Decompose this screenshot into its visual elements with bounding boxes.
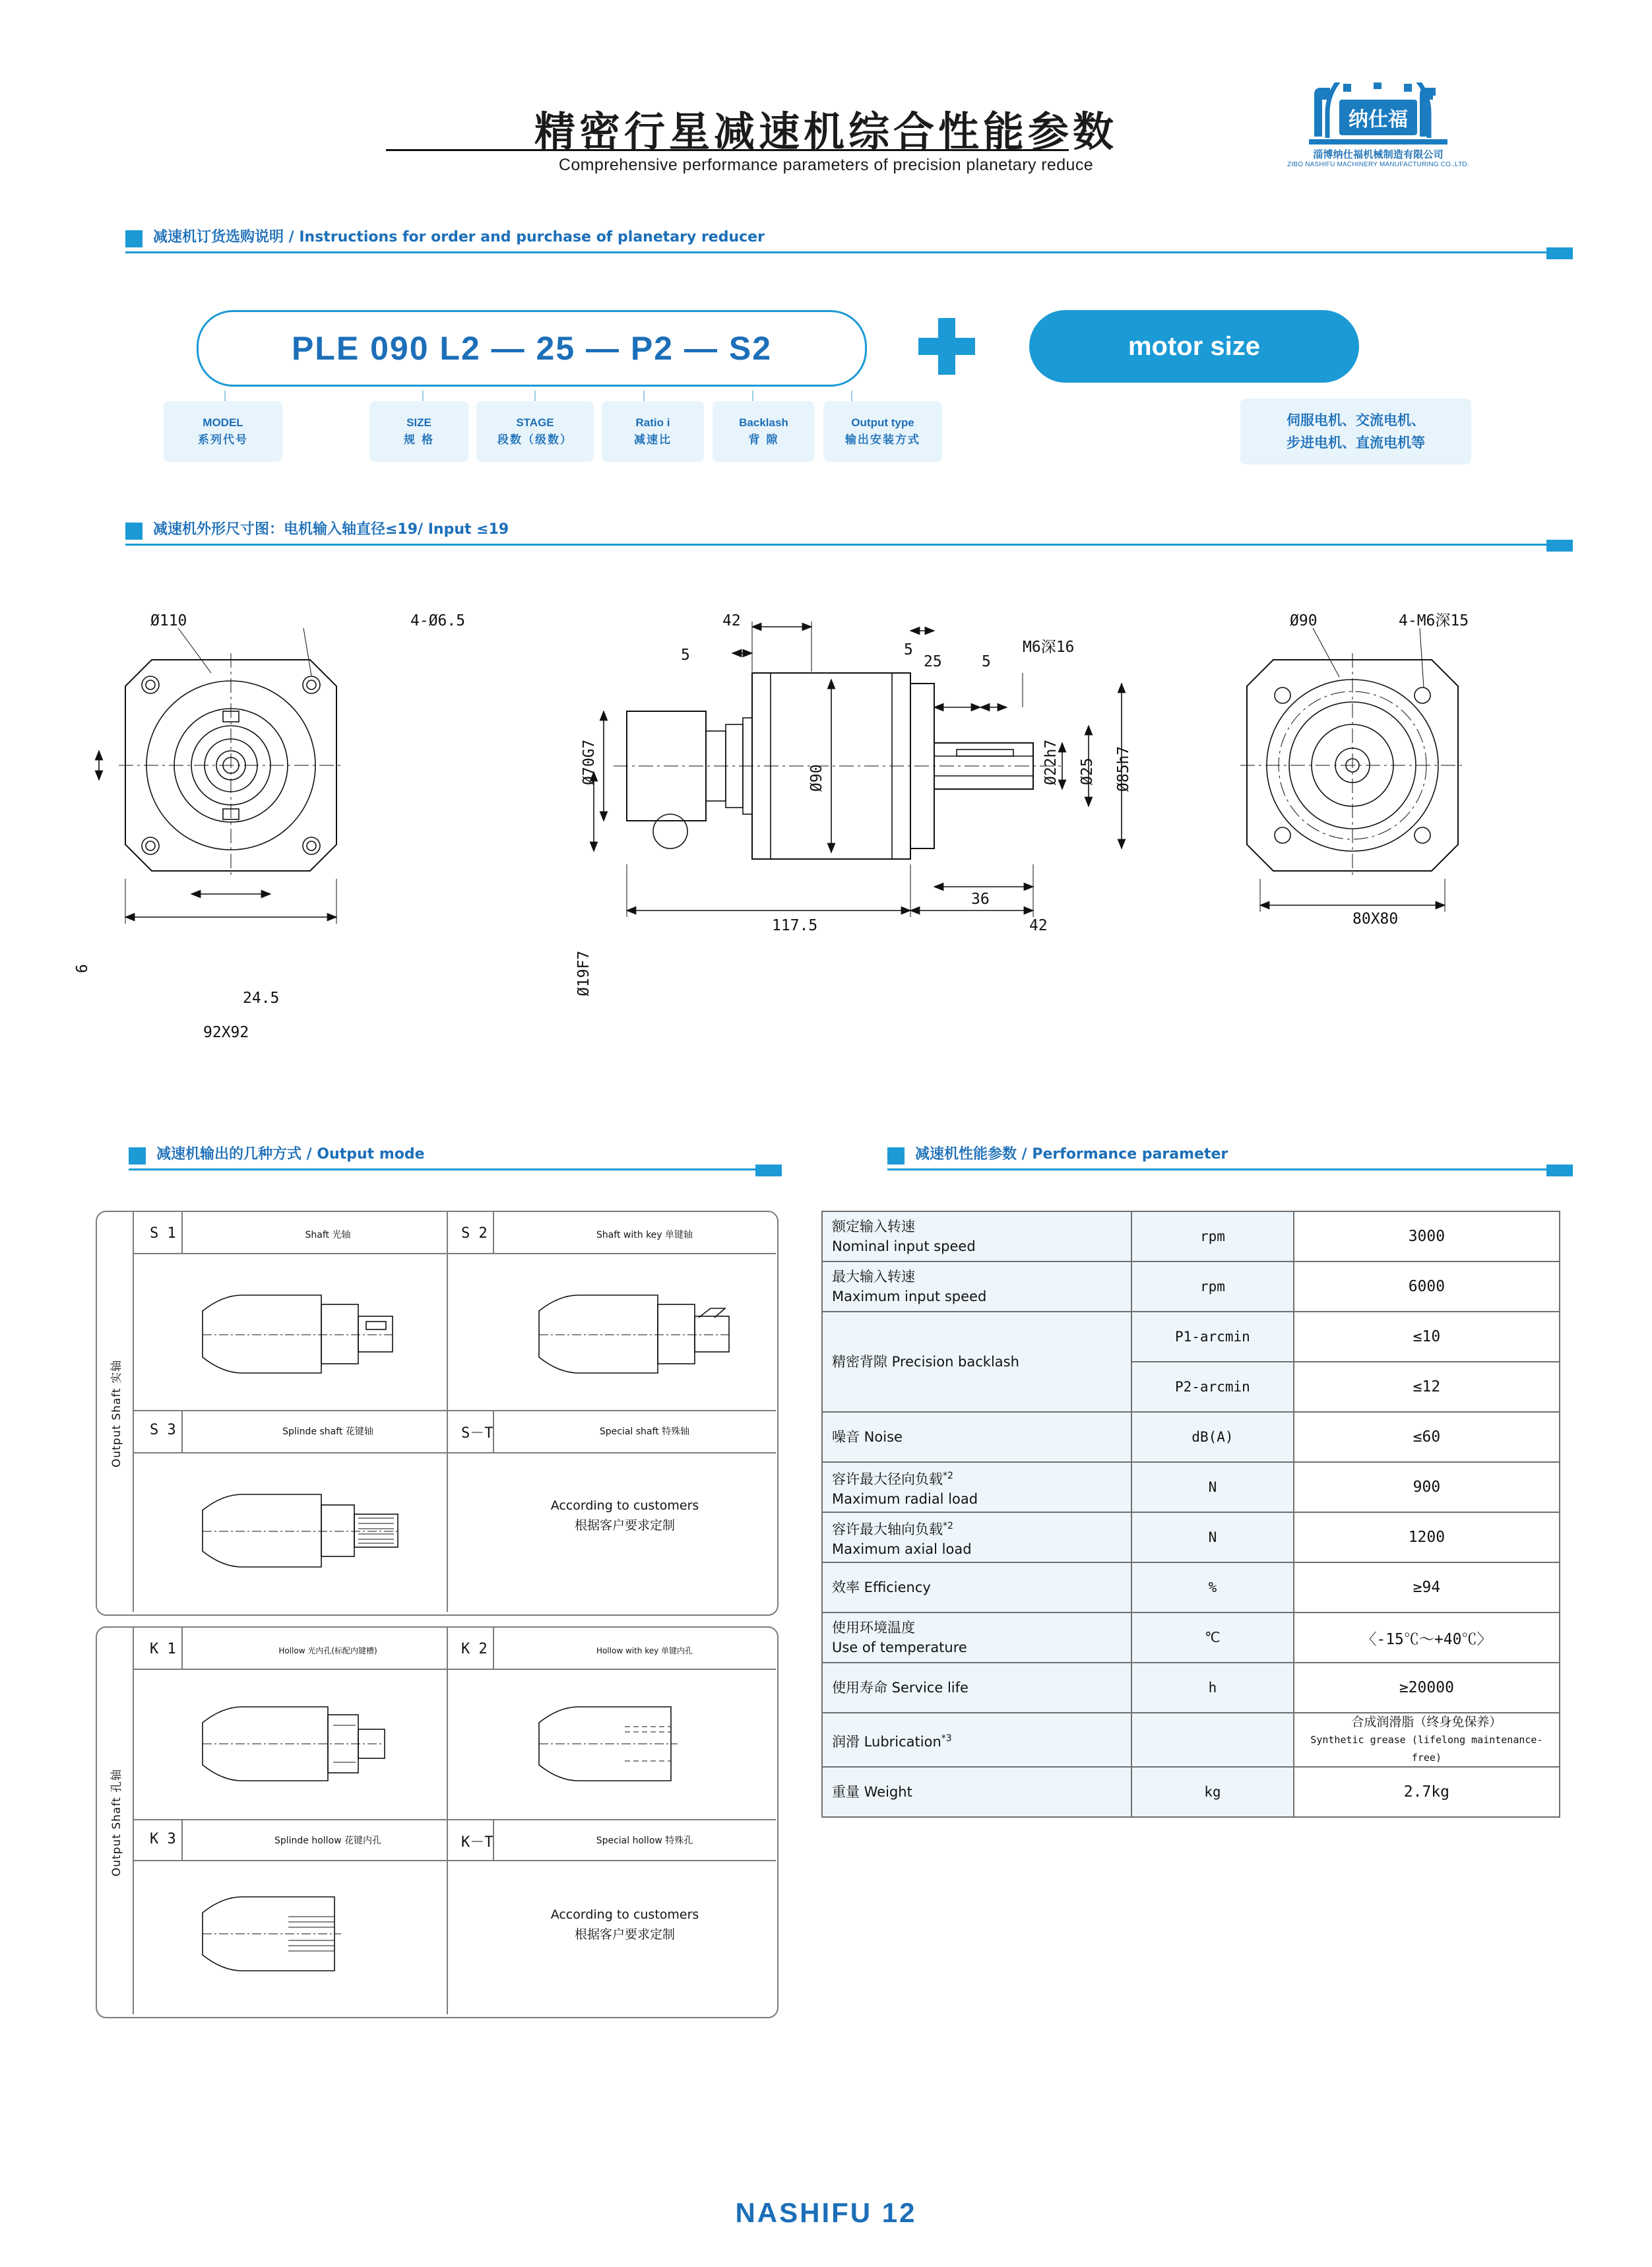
motor-type-note bbox=[1240, 399, 1471, 464]
dim-front-outer: Ø110 bbox=[150, 612, 187, 629]
dim-5-right: 5 bbox=[904, 641, 913, 658]
table-row bbox=[822, 1612, 1560, 1663]
table-row bbox=[822, 1412, 1560, 1462]
section-rule bbox=[887, 1168, 1573, 1178]
dim-24-5: 24.5 bbox=[243, 990, 280, 1007]
legend-en-3: Ratio i bbox=[635, 416, 670, 429]
company-logo bbox=[1236, 79, 1520, 172]
table-row bbox=[822, 1211, 1560, 1261]
perf-name-8: 使用环境温度 Use of temperature bbox=[822, 1612, 1131, 1663]
dimension-drawing bbox=[73, 594, 1583, 1082]
perf-unit-7: % bbox=[1131, 1562, 1294, 1612]
perf-unit-6: N bbox=[1131, 1512, 1294, 1562]
output-mode-hollow-shaft bbox=[96, 1626, 778, 2018]
legend-en-0: MODEL bbox=[203, 416, 243, 429]
section-rule bbox=[125, 544, 1573, 554]
motor-note-line2: 步进电机、直流电机等 bbox=[1287, 435, 1425, 451]
legend-cn-5: 输出安装方式 bbox=[845, 433, 920, 447]
perf-value-2: ≤10 bbox=[1294, 1312, 1560, 1362]
dim-42-bottom: 42 bbox=[1029, 917, 1048, 934]
legend-cn-1: 规 格 bbox=[404, 433, 434, 447]
perf-unit-1: rpm bbox=[1131, 1261, 1294, 1312]
legend-cn-2: 段数（级数） bbox=[497, 433, 573, 447]
dim-5-left: 5 bbox=[681, 647, 690, 664]
dim-square-92: 92X92 bbox=[203, 1024, 249, 1041]
legend-item-model bbox=[164, 401, 282, 462]
section-marker-icon bbox=[125, 523, 143, 540]
table-row bbox=[822, 1462, 1560, 1512]
dim-rear-holes: 4-M6深15 bbox=[1399, 612, 1469, 629]
perf-value-6: 1200 bbox=[1294, 1512, 1560, 1562]
legend-item-stage bbox=[476, 401, 594, 462]
perf-unit-2: P1-arcmin bbox=[1131, 1312, 1294, 1362]
section-header-order bbox=[125, 228, 1573, 258]
dim-36: 36 bbox=[971, 891, 990, 908]
motor-size-pill: motor size bbox=[1029, 310, 1359, 383]
perf-name-11: 重量 Weight bbox=[822, 1767, 1131, 1817]
table-row bbox=[822, 1767, 1560, 1817]
perf-name-6: 容许最大轴向负载$^{*2}$ Maximum axial load bbox=[822, 1512, 1131, 1562]
perf-value-11: 2.7kg bbox=[1294, 1767, 1560, 1817]
section-rule-cap bbox=[1546, 540, 1573, 552]
dim-body-dia: Ø90 bbox=[808, 764, 825, 792]
output-mode-solid-shaft bbox=[96, 1211, 778, 1616]
dim-rear-dia: Ø90 bbox=[1290, 612, 1318, 629]
perf-name-5: 容许最大径向负载$^{*2}$ Maximum radial load bbox=[822, 1462, 1131, 1512]
perf-value-1: 6000 bbox=[1294, 1261, 1560, 1312]
logo-company-cn: 淄博纳仕福机械制造有限公司 bbox=[1313, 148, 1444, 160]
perf-name-4: 噪音 Noise bbox=[822, 1412, 1131, 1462]
output-code-k2: K 2 bbox=[461, 1641, 488, 1657]
page-title-en: Comprehensive performance parameters of precision planetary reduce bbox=[558, 156, 1094, 174]
section-title-dimensions: 减速机外形尺寸图：电机输入轴直径≤19/ Input ≤19 bbox=[153, 521, 509, 538]
section-marker-icon bbox=[129, 1147, 146, 1165]
dim-key-note: M6深16 bbox=[1023, 639, 1075, 656]
perf-name-0: 额定输入转速 Nominal input speed bbox=[822, 1211, 1131, 1261]
section-rule-cap bbox=[755, 1165, 782, 1176]
page-title-cn: 精密行星减速机综合性能参数 bbox=[534, 108, 1118, 156]
shaft-illustration-k1 bbox=[189, 1688, 414, 1807]
section-rule bbox=[129, 1168, 782, 1178]
output-code-st: S－T bbox=[461, 1425, 493, 1442]
shaft-illustration-s3 bbox=[189, 1476, 414, 1595]
legend-en-4: Backlash bbox=[739, 416, 788, 429]
output-code-s1: S 1 bbox=[150, 1225, 176, 1242]
perf-name-9: 使用寿命 Service life bbox=[822, 1663, 1131, 1713]
section-title-performance: 减速机性能参数 / Performance parameter bbox=[915, 1146, 1228, 1163]
output-code-k1: K 1 bbox=[150, 1641, 176, 1657]
dim-117-5: 117.5 bbox=[772, 917, 818, 934]
order-code-pill: PLE 090 L2 — 25 — P2 — S2 bbox=[197, 310, 867, 387]
perf-unit-8: ℃ bbox=[1131, 1612, 1294, 1663]
shaft-illustration-s2 bbox=[526, 1271, 750, 1397]
output-label-s3: Splinde shaft 花键轴 bbox=[282, 1426, 373, 1437]
table-row bbox=[822, 1713, 1560, 1767]
legend-cn-0: 系列代号 bbox=[198, 433, 248, 447]
output-label-k2: Hollow with key 单键内孔 bbox=[596, 1646, 693, 1655]
custom-note-solid bbox=[506, 1496, 744, 1535]
output-shaft-hollow-label: Output Shaft 孔轴 bbox=[110, 1768, 124, 1876]
perf-value-4: ≤60 bbox=[1294, 1412, 1560, 1462]
custom-note-en: According to customers bbox=[550, 1498, 699, 1513]
dim-shaft-25: Ø25 bbox=[1079, 757, 1096, 785]
dim-5: 5 bbox=[982, 653, 991, 670]
dim-42-top: 42 bbox=[722, 612, 741, 629]
output-label-s1: Shaft 光轴 bbox=[305, 1230, 351, 1240]
section-rule-cap bbox=[1546, 1165, 1573, 1176]
legend-cn-3: 减速比 bbox=[634, 433, 672, 447]
table-row bbox=[822, 1512, 1560, 1562]
output-label-k3: Splinde hollow 花键内孔 bbox=[274, 1836, 382, 1846]
table-row bbox=[822, 1261, 1560, 1312]
legend-item-backlash bbox=[713, 401, 815, 462]
section-title-output: 减速机输出的几种方式 / Output mode bbox=[156, 1146, 425, 1163]
output-mode-tables bbox=[96, 1211, 778, 2029]
dim-25: 25 bbox=[924, 653, 942, 670]
dim-flange-85: Ø85h7 bbox=[1115, 746, 1132, 792]
section-marker-icon bbox=[125, 230, 143, 247]
logo-company-en: ZIBO NASHIFU MACHINERY MANUFACTURING CO.,LTD. bbox=[1287, 161, 1469, 168]
perf-unit-5: N bbox=[1131, 1462, 1294, 1512]
legend-en-5: Output type bbox=[851, 416, 914, 429]
legend-item-size bbox=[369, 401, 468, 462]
shaft-illustration-k2 bbox=[526, 1688, 750, 1807]
perf-name-2: 精密背隙 Precision backlash bbox=[822, 1312, 1131, 1412]
table-row bbox=[822, 1663, 1560, 1713]
perf-unit-3: P2-arcmin bbox=[1131, 1362, 1294, 1412]
legend-item-ratio bbox=[602, 401, 704, 462]
output-label-s2: Shaft with key 单键轴 bbox=[596, 1230, 693, 1240]
dim-square-80: 80X80 bbox=[1352, 910, 1399, 928]
perf-unit-4: dB(A) bbox=[1131, 1412, 1294, 1462]
output-code-s2: S 2 bbox=[461, 1225, 488, 1242]
section-rule bbox=[125, 251, 1573, 261]
perf-value-8: 〈-15℃～+40℃〉 bbox=[1294, 1612, 1560, 1663]
shaft-illustration-s1 bbox=[189, 1271, 414, 1397]
gear-icon bbox=[1296, 82, 1461, 146]
legend-item-output bbox=[823, 401, 942, 462]
legend-en-1: SIZE bbox=[406, 416, 431, 429]
plus-icon bbox=[918, 318, 975, 375]
perf-unit-0: rpm bbox=[1131, 1211, 1294, 1261]
perf-name-7: 效率 Efficiency bbox=[822, 1562, 1131, 1612]
section-header-performance bbox=[887, 1145, 1573, 1175]
dim-pilot: Ø70G7 bbox=[581, 739, 598, 785]
custom-note-hollow bbox=[506, 1905, 744, 1944]
table-row bbox=[822, 1562, 1560, 1612]
perf-value-3: ≤12 bbox=[1294, 1362, 1560, 1412]
custom-note-cn-2: 根据客户要求定制 bbox=[574, 1927, 675, 1942]
output-label-kt: Special hollow 特殊孔 bbox=[596, 1836, 693, 1846]
legend-en-2: STAGE bbox=[516, 416, 554, 429]
output-label-st: Special shaft 特殊轴 bbox=[599, 1426, 690, 1437]
dim-front-holes: 4-Ø6.5 bbox=[410, 612, 466, 629]
dim-input-bore: Ø19F7 bbox=[575, 950, 592, 996]
shaft-illustration-k3 bbox=[189, 1878, 414, 1997]
perf-value-9: ≥20000 bbox=[1294, 1663, 1560, 1713]
output-shaft-solid-label: Output Shaft 实轴 bbox=[110, 1359, 124, 1467]
output-code-s3: S 3 bbox=[150, 1422, 176, 1438]
section-rule-cap bbox=[1546, 247, 1573, 259]
perf-value-0: 3000 bbox=[1294, 1211, 1560, 1261]
page-footer: NASHIFU 12 bbox=[735, 2197, 917, 2228]
perf-value-5: 900 bbox=[1294, 1462, 1560, 1512]
output-label-k1: Hollow 光内孔(标配内键槽) bbox=[278, 1646, 377, 1655]
section-header-dimensions bbox=[125, 520, 1573, 550]
output-code-k3: K 3 bbox=[150, 1831, 176, 1847]
section-marker-icon bbox=[887, 1147, 905, 1165]
perf-unit-9: h bbox=[1131, 1663, 1294, 1713]
perf-value-10: 合成润滑脂（终身免保养） Synthetic grease (lifelong maintenance-free) bbox=[1294, 1713, 1560, 1767]
section-header-output bbox=[129, 1145, 782, 1175]
custom-note-en-2: According to customers bbox=[550, 1907, 699, 1922]
svg-text:纳仕福: 纳仕福 bbox=[1349, 108, 1408, 131]
dim-front-6: 6 bbox=[74, 964, 91, 973]
perf-name-10: 润滑 Lubrication$^{*3}$ bbox=[822, 1713, 1131, 1767]
motor-note-line1: 伺服电机、交流电机、 bbox=[1287, 412, 1425, 428]
perf-value-7: ≥94 bbox=[1294, 1562, 1560, 1612]
output-code-kt: K－T bbox=[461, 1834, 493, 1851]
custom-note-cn: 根据客户要求定制 bbox=[574, 1518, 675, 1533]
perf-unit-10 bbox=[1131, 1713, 1294, 1767]
perf-unit-11: kg bbox=[1131, 1767, 1294, 1817]
section-title-order: 减速机订货选购说明 / Instructions for order and purchase of planetary reducer bbox=[153, 229, 765, 245]
legend-cn-4: 背 隙 bbox=[748, 433, 779, 447]
performance-table bbox=[821, 1211, 1560, 1818]
perf-name-1: 最大输入转速 Maximum input speed bbox=[822, 1261, 1131, 1312]
dim-shaft-22: Ø22h7 bbox=[1042, 739, 1060, 785]
table-row bbox=[822, 1312, 1560, 1362]
